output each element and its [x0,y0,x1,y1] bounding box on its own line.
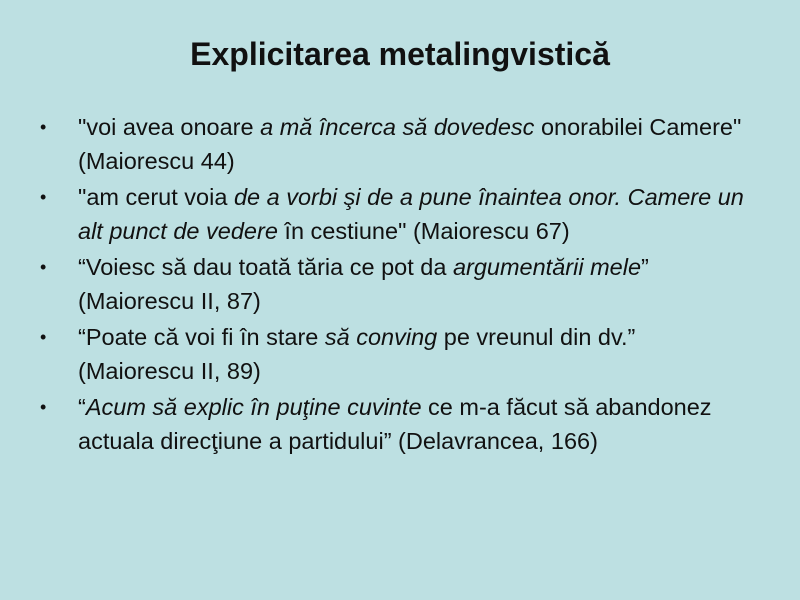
bullet-text: în cestiune" (Maiorescu 67) [277,218,570,244]
bullet-italic-text: să conving [324,324,438,350]
bullet-italic-text: de a vorbi şi de a pune înaintea onor. Camere un alt punct de vedere [78,184,744,244]
bullet-text: onorabilei Camere" (Maiorescu 44) [78,114,742,174]
bullet-text: "voi avea onoare [78,114,261,140]
bullet-dot-icon: • [40,117,47,137]
bullet-text: “Poate că voi fi în stare [78,324,325,350]
bullet-list [40,110,750,460]
bullet-item [40,110,750,178]
bullet-text: “Voiesc să dau toată tăria ce pot da [78,254,453,280]
bullet-italic-text: Acum să explic în puţine cuvinte [85,394,422,420]
bullet-item [40,180,750,248]
bullet-text: ” (Maiorescu II, 87) [78,254,649,314]
bullet-text: ce m-a făcut să abandonez actuala direcţiune a partidului” (Delavrancea, 166) [78,394,712,454]
bullet-dot-icon: • [40,187,47,207]
bullet-item [40,320,750,388]
bullet-item [40,390,750,458]
bullet-dot-icon: • [40,397,47,417]
bullet-dot-icon: • [40,327,47,347]
bullet-italic-text: argumentării mele [452,254,642,280]
bullet-text: "am cerut voia [78,184,234,210]
bullet-dot-icon: • [40,257,47,277]
bullet-text: pe vreunul din dv.” (Maiorescu II, 89) [78,324,636,384]
slide-title: Explicitarea metalingvistică [190,36,610,72]
bullet-item [40,250,750,318]
bullet-text: “ [78,394,86,420]
bullet-italic-text: a mă încerca să dovedesc [260,114,535,140]
